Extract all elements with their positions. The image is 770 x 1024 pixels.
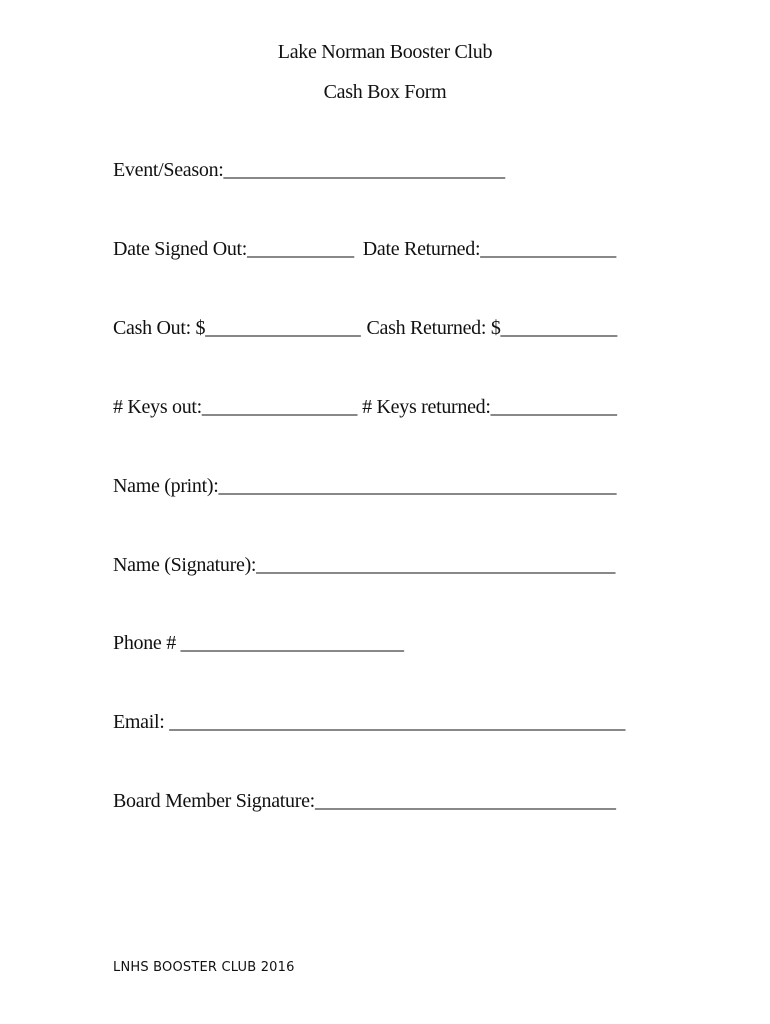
phone-field: [113, 632, 404, 655]
keys-out-label: # Keys out:________________: [113, 396, 358, 418]
keys-field-row: [113, 396, 617, 419]
event-season-field: [113, 159, 505, 182]
form-title: Cash Box Form: [323, 81, 447, 103]
email-label: Email: _______________________________________________: [113, 711, 626, 733]
name-signature-label: Name (Signature):_____________________________________: [113, 554, 616, 576]
phone-label: Phone # _______________________: [113, 632, 404, 654]
date-field-row: [113, 238, 616, 261]
date-signed-out-label: Date Signed Out:___________: [113, 238, 354, 260]
cash-returned-label: Cash Returned: $____________: [366, 317, 617, 339]
footer-text: LNHS BOOSTER CLUB 2016: [113, 960, 295, 975]
name-print-label: Name (print):_________________________________________: [113, 475, 617, 497]
cash-out-label: Cash Out: $________________: [113, 317, 361, 339]
name-signature-field: [113, 554, 615, 577]
email-field: [113, 711, 625, 734]
event-season-label: Event/Season:_____________________________: [113, 159, 505, 181]
cash-field-row: [113, 317, 617, 340]
board-signature-label: Board Member Signature:_______________________________: [113, 790, 616, 812]
board-signature-field: [113, 790, 616, 813]
keys-returned-label: # Keys returned:_____________: [362, 396, 617, 418]
org-name: Lake Norman Booster Club: [277, 41, 493, 63]
date-returned-label: Date Returned:______________: [362, 238, 617, 260]
name-print-field: [113, 475, 616, 498]
